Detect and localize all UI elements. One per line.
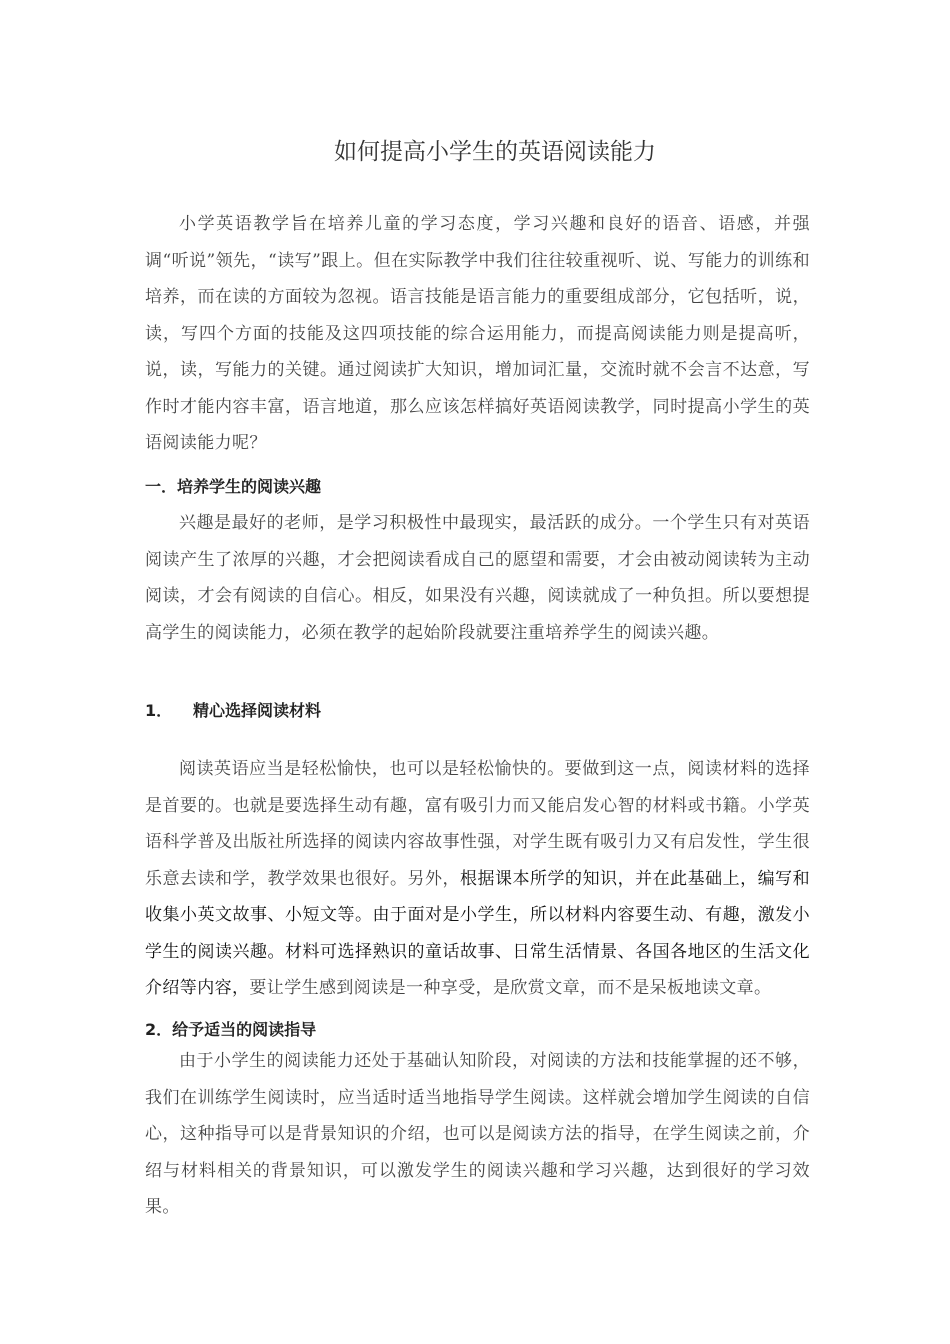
document-title: 如何提高小学生的英语阅读能力 xyxy=(334,139,656,165)
subsection-2-heading: 2．给予适当的阅读指导 xyxy=(145,1020,317,1039)
subsection-1-text-part3: 要让学生感到阅读是一种享受，是欣赏文章，而不是呆板地读文章。 xyxy=(249,978,772,998)
subsection-1-text-part1: 阅读英语应当是轻松愉快，也可以是轻松愉快的。要做到这一点，阅读材料的选择是首要的。也就是要选择生动有趣，富有吸引力而又能启发心智的材料或书籍。小学英语科学普及出版社所选择的阅读内容故事性强，对学生既有吸引力又有启发性，学生很乐意去读和学，教学效果也很好。另外， xyxy=(145,759,810,889)
section-1-paragraph: 兴趣是最好的老师，是学习积极性中最现实，最活跃的成分。一个学生只有对英语阅读产生了浓厚的兴趣，才会把阅读看成自己的愿望和需要，才会由被动阅读转为主动阅读，才会有阅读的自信心。相反，如果没有兴趣，阅读就成了一种负担。所以要想提高学生的阅读能力，必须在教学的起始阶段就要注重培养学生的阅读兴趣。 xyxy=(145,513,810,643)
subsection-1-title: 精心选择阅读材料 xyxy=(193,701,322,720)
intro-paragraph: 小学英语教学旨在培养儿童的学习态度，学习兴趣和良好的语音、语感，并强调“听说”领先，“读写”跟上。但在实际教学中我们往往较重视听、说、写能力的训练和培养，而在读的方面较为忽视。语言技能是语言能力的重要组成部分，它包括听，说，读，写四个方面的技能及这四项技能的综合运用能力，而提高阅读能力则是提高听，说，读，写能力的关键。通过阅读扩大知识，增加词汇量，交流时就不会言不达意，写作时才能内容丰富，语言地道，那么应该怎样搞好英语阅读教学，同时提高小学生的英语阅读能力呢？ xyxy=(145,214,810,453)
subsection-1-number: 1． xyxy=(145,701,173,720)
subsection-1-heading xyxy=(145,697,810,725)
subsection-1-paragraph xyxy=(145,751,810,1007)
subsection-1-text-part2: 根据课本所学的知识，并在此基础上，编写和收集小英文故事、小短文等。由于面对是小学生，所以材料内容要生动、有趣，激发小学生的阅读兴趣。材料可选择熟识的童话故事、日常生活情景、各国各地区的生活文化介绍等内容， xyxy=(145,868,810,998)
subsection-2-paragraph: 由于小学生的阅读能力还处于基础认知阶段，对阅读的方法和技能掌握的还不够，我们在训练学生阅读时，应当适时适当地指导学生阅读。这样就会增加学生阅读的自信心，这种指导可以是背景知识的介绍，也可以是阅读方法的指导，在学生阅读之前，介绍与材料相关的背景知识，可以激发学生的阅读兴趣和学习兴趣，达到很好的学习效果。 xyxy=(145,1051,810,1217)
section-1-heading: 一．培养学生的阅读兴趣 xyxy=(145,477,322,496)
